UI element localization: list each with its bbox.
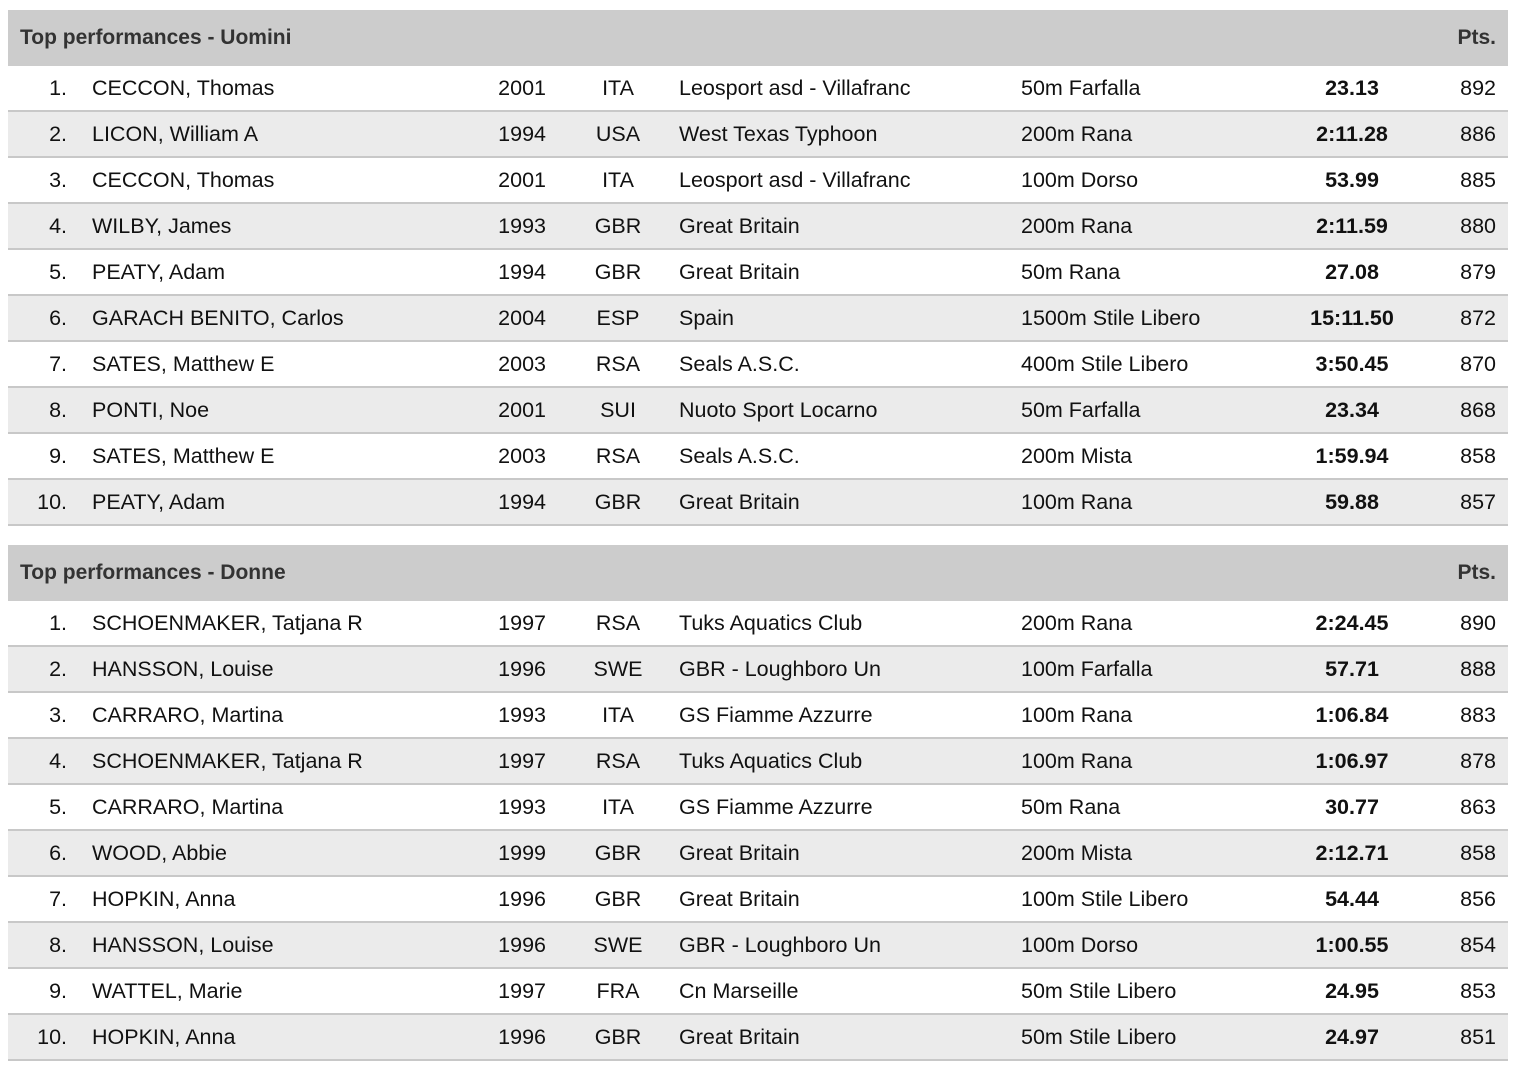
athlete-name: LICON, William A	[92, 122, 259, 146]
athlete-name: CARRARO, Martina	[92, 795, 284, 819]
result-time: 1:06.84	[1315, 703, 1389, 727]
club-name: Nuoto Sport Locarno	[679, 398, 878, 422]
birth-year: 2001	[498, 168, 546, 192]
club-name: Great Britain	[679, 841, 800, 865]
table-row	[8, 831, 1508, 877]
table-row	[8, 296, 1508, 342]
points: 856	[1460, 887, 1496, 911]
men-points-header: Pts.	[1457, 26, 1496, 49]
athlete-name: HANSSON, Louise	[92, 657, 274, 681]
athlete-name: SCHOENMAKER, Tatjana R	[92, 611, 363, 635]
event-name: 400m Stile Libero	[1021, 352, 1189, 376]
table-row	[8, 923, 1508, 969]
nationality: ITA	[602, 703, 634, 727]
nationality: GBR	[594, 887, 642, 911]
club-name: Great Britain	[679, 887, 800, 911]
rank-cell: 10.	[37, 490, 67, 514]
points: 857	[1460, 490, 1496, 514]
men-results-list	[8, 66, 1508, 526]
athlete-name: HOPKIN, Anna	[92, 887, 236, 911]
event-name: 100m Farfalla	[1021, 657, 1153, 681]
rank-cell: 5.	[49, 795, 67, 819]
women-top-performances	[8, 545, 1508, 1061]
table-row	[8, 647, 1508, 693]
birth-year: 1994	[498, 122, 546, 146]
birth-year: 1997	[498, 749, 546, 773]
athlete-name: PONTI, Noe	[92, 398, 210, 422]
result-time: 53.99	[1325, 168, 1379, 192]
club-name: Seals A.S.C.	[679, 352, 800, 376]
table-row	[8, 480, 1508, 526]
event-name: 100m Rana	[1021, 749, 1133, 773]
men-section-title: Top performances - Uomini	[20, 26, 292, 49]
result-time: 1:06.97	[1315, 749, 1389, 773]
event-name: 100m Rana	[1021, 703, 1133, 727]
nationality: GBR	[594, 214, 642, 238]
points: 883	[1460, 703, 1496, 727]
points: 870	[1460, 352, 1496, 376]
table-row	[8, 342, 1508, 388]
points: 885	[1460, 168, 1496, 192]
club-name: Great Britain	[679, 260, 800, 284]
club-name: Leosport asd - Villafranc	[679, 168, 911, 192]
event-name: 200m Rana	[1021, 122, 1133, 146]
club-name: Seals A.S.C.	[679, 444, 800, 468]
event-name: 100m Rana	[1021, 490, 1133, 514]
nationality: ESP	[596, 306, 640, 330]
result-time: 30.77	[1325, 795, 1379, 819]
nationality: FRA	[596, 979, 640, 1003]
result-time: 24.95	[1325, 979, 1379, 1003]
birth-year: 1997	[498, 611, 546, 635]
birth-year: 1996	[498, 657, 546, 681]
rank-cell: 9.	[49, 979, 67, 1003]
points: 886	[1460, 122, 1496, 146]
rank-cell: 7.	[49, 352, 67, 376]
nationality: RSA	[595, 611, 641, 635]
points: 888	[1460, 657, 1496, 681]
rank-cell: 6.	[49, 841, 67, 865]
points: 880	[1460, 214, 1496, 238]
nationality: SWE	[593, 933, 643, 957]
event-name: 200m Mista	[1021, 444, 1133, 468]
rank-cell: 4.	[49, 749, 67, 773]
nationality: ITA	[602, 76, 634, 100]
birth-year: 1996	[498, 887, 546, 911]
men-top-performances	[8, 10, 1508, 526]
rank-cell: 3.	[49, 168, 67, 192]
event-name: 1500m Stile Libero	[1021, 306, 1201, 330]
birth-year: 1994	[498, 260, 546, 284]
table-row	[8, 158, 1508, 204]
result-time: 1:59.94	[1315, 444, 1389, 468]
event-name: 200m Rana	[1021, 611, 1133, 635]
rank-cell: 10.	[37, 1025, 67, 1049]
athlete-name: CARRARO, Martina	[92, 703, 284, 727]
result-time: 15:11.50	[1310, 306, 1394, 330]
points: 872	[1460, 306, 1496, 330]
nationality: ITA	[602, 795, 634, 819]
event-name: 50m Stile Libero	[1021, 979, 1177, 1003]
table-row	[8, 1015, 1508, 1061]
points: 858	[1460, 444, 1496, 468]
athlete-name: SCHOENMAKER, Tatjana R	[92, 749, 363, 773]
table-row	[8, 693, 1508, 739]
points: 868	[1460, 398, 1496, 422]
women-points-header: Pts.	[1457, 561, 1496, 584]
birth-year: 2001	[498, 398, 546, 422]
event-name: 100m Dorso	[1021, 168, 1139, 192]
birth-year: 1994	[498, 490, 546, 514]
birth-year: 1996	[498, 933, 546, 957]
club-name: Great Britain	[679, 490, 800, 514]
nationality: SWE	[593, 657, 643, 681]
birth-year: 1999	[498, 841, 546, 865]
points: 858	[1460, 841, 1496, 865]
birth-year: 1997	[498, 979, 546, 1003]
rank-cell: 1.	[49, 611, 67, 635]
rank-cell: 7.	[49, 887, 67, 911]
result-time: 2:11.59	[1316, 214, 1388, 238]
event-name: 50m Farfalla	[1021, 398, 1141, 422]
women-section-header	[8, 545, 1508, 601]
club-name: West Texas Typhoon	[679, 122, 878, 146]
event-name: 50m Stile Libero	[1021, 1025, 1177, 1049]
rank-cell: 1.	[49, 76, 67, 100]
table-row	[8, 112, 1508, 158]
club-name: GBR - Loughboro Un	[679, 657, 881, 681]
nationality: GBR	[594, 260, 642, 284]
points: 890	[1460, 611, 1496, 635]
athlete-name: GARACH BENITO, Carlos	[92, 306, 344, 330]
club-name: Tuks Aquatics Club	[679, 749, 863, 773]
women-results-list	[8, 601, 1508, 1061]
nationality: RSA	[595, 749, 641, 773]
points: 863	[1460, 795, 1496, 819]
points: 851	[1460, 1025, 1496, 1049]
club-name: GS Fiamme Azzurre	[679, 703, 873, 727]
event-name: 50m Rana	[1021, 795, 1121, 819]
nationality: SUI	[600, 398, 636, 422]
athlete-name: HOPKIN, Anna	[92, 1025, 236, 1049]
athlete-name: WOOD, Abbie	[92, 841, 228, 865]
table-row	[8, 969, 1508, 1015]
club-name: Spain	[679, 306, 734, 330]
athlete-name: SATES, Matthew E	[92, 444, 275, 468]
result-time: 2:12.71	[1315, 841, 1389, 865]
athlete-name: CECCON, Thomas	[92, 76, 275, 100]
club-name: GS Fiamme Azzurre	[679, 795, 873, 819]
result-time: 24.97	[1325, 1025, 1379, 1049]
nationality: RSA	[595, 444, 641, 468]
result-time: 57.71	[1325, 657, 1379, 681]
result-time: 59.88	[1325, 490, 1379, 514]
rank-cell: 6.	[49, 306, 67, 330]
table-row	[8, 785, 1508, 831]
rank-cell: 2.	[49, 657, 67, 681]
athlete-name: CECCON, Thomas	[92, 168, 275, 192]
rank-cell: 4.	[49, 214, 67, 238]
birth-year: 2003	[498, 444, 546, 468]
rank-cell: 8.	[49, 398, 67, 422]
points: 879	[1460, 260, 1496, 284]
rank-cell: 2.	[49, 122, 67, 146]
table-row	[8, 66, 1508, 112]
birth-year: 2004	[498, 306, 546, 330]
athlete-name: WILBY, James	[92, 214, 232, 238]
event-name: 200m Rana	[1021, 214, 1133, 238]
result-time: 54.44	[1325, 887, 1379, 911]
event-name: 50m Rana	[1021, 260, 1121, 284]
result-time: 23.13	[1325, 76, 1379, 100]
table-row	[8, 434, 1508, 480]
club-name: Great Britain	[679, 1025, 800, 1049]
birth-year: 2003	[498, 352, 546, 376]
athlete-name: WATTEL, Marie	[92, 979, 243, 1003]
result-time: 2:24.45	[1315, 611, 1389, 635]
club-name: Tuks Aquatics Club	[679, 611, 863, 635]
club-name: Great Britain	[679, 214, 800, 238]
birth-year: 1993	[498, 703, 546, 727]
birth-year: 1993	[498, 214, 546, 238]
rank-cell: 9.	[49, 444, 67, 468]
table-row	[8, 250, 1508, 296]
points: 853	[1460, 979, 1496, 1003]
athlete-name: PEATY, Adam	[92, 260, 226, 284]
nationality: GBR	[594, 1025, 642, 1049]
nationality: USA	[595, 122, 641, 146]
table-row	[8, 601, 1508, 647]
club-name: GBR - Loughboro Un	[679, 933, 881, 957]
result-time: 27.08	[1325, 260, 1379, 284]
result-time: 23.34	[1325, 398, 1379, 422]
result-time: 1:00.55	[1315, 933, 1389, 957]
table-row	[8, 739, 1508, 785]
athlete-name: HANSSON, Louise	[92, 933, 274, 957]
athlete-name: PEATY, Adam	[92, 490, 226, 514]
event-name: 100m Dorso	[1021, 933, 1139, 957]
birth-year: 1993	[498, 795, 546, 819]
points: 878	[1460, 749, 1496, 773]
club-name: Cn Marseille	[679, 979, 799, 1003]
table-row	[8, 877, 1508, 923]
table-row	[8, 388, 1508, 434]
event-name: 200m Mista	[1021, 841, 1133, 865]
nationality: ITA	[602, 168, 634, 192]
event-name: 100m Stile Libero	[1021, 887, 1189, 911]
points: 892	[1460, 76, 1496, 100]
event-name: 50m Farfalla	[1021, 76, 1141, 100]
rank-cell: 3.	[49, 703, 67, 727]
nationality: GBR	[594, 490, 642, 514]
women-section-title: Top performances - Donne	[20, 561, 286, 584]
rank-cell: 5.	[49, 260, 67, 284]
athlete-name: SATES, Matthew E	[92, 352, 275, 376]
points: 854	[1460, 933, 1496, 957]
birth-year: 1996	[498, 1025, 546, 1049]
result-time: 2:11.28	[1316, 122, 1388, 146]
club-name: Leosport asd - Villafranc	[679, 76, 911, 100]
birth-year: 2001	[498, 76, 546, 100]
rank-cell: 8.	[49, 933, 67, 957]
nationality: GBR	[594, 841, 642, 865]
result-time: 3:50.45	[1315, 352, 1389, 376]
table-row	[8, 204, 1508, 250]
nationality: RSA	[595, 352, 641, 376]
men-section-header	[8, 10, 1508, 66]
